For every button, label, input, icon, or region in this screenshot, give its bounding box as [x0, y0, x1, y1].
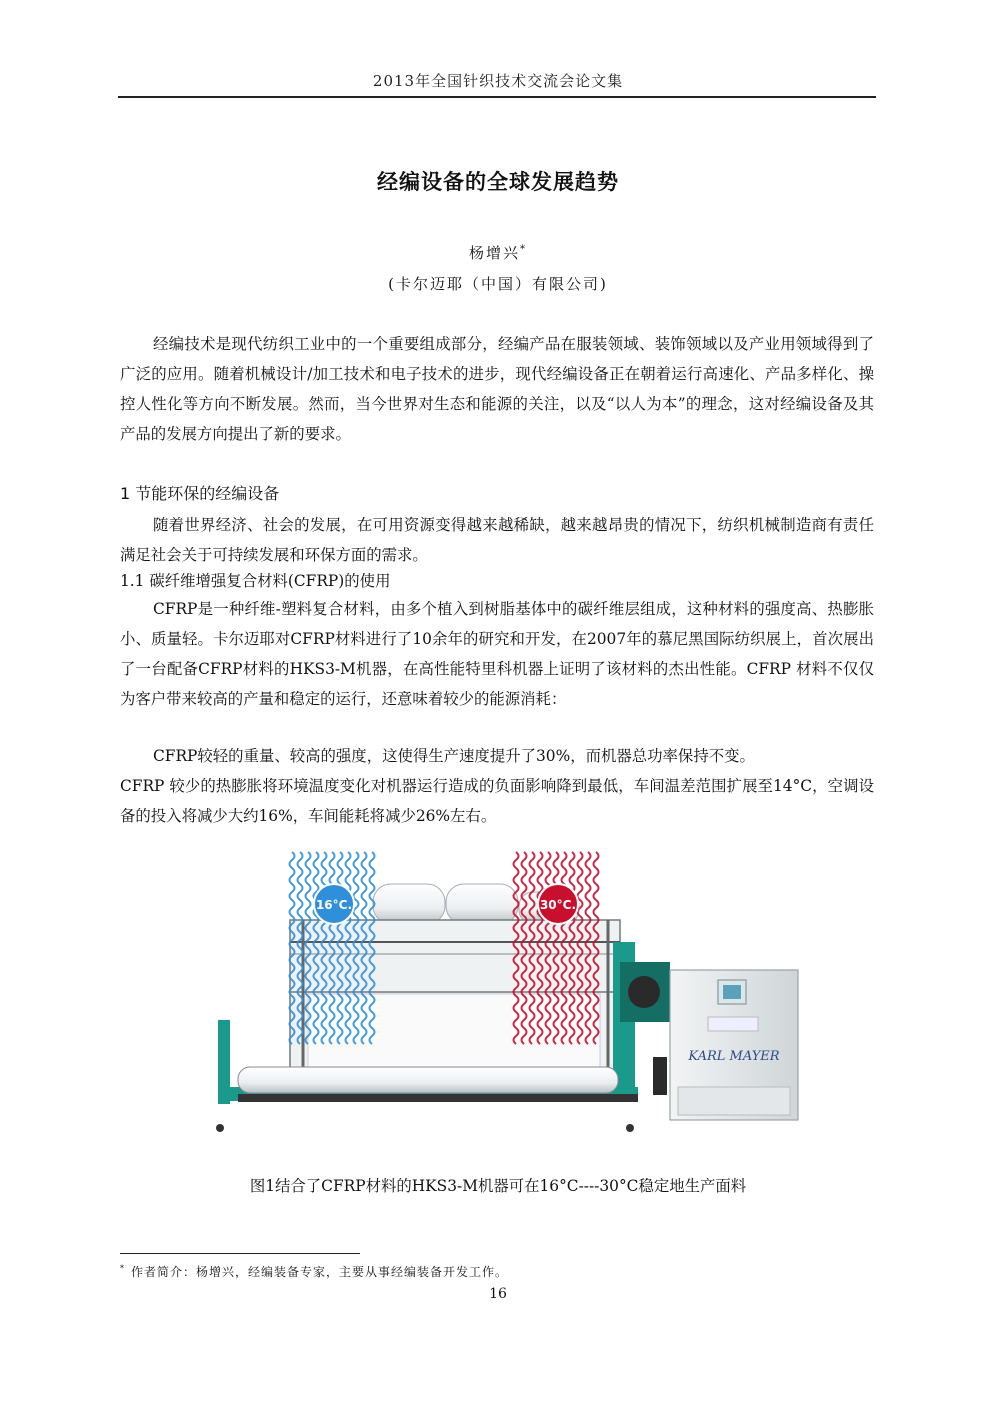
temperature-waves	[208, 842, 804, 1142]
brand-label: KARL MAYER	[688, 1049, 780, 1064]
air-wave-line	[530, 852, 535, 1044]
cold-air-waves	[290, 852, 375, 1044]
article-title: 经编设备的全球发展趋势	[377, 170, 619, 194]
air-wave-line	[298, 852, 303, 1044]
section-1-1-paragraph-3: CFRP 较少的热膨胀将环境温度变化对机器运行造成的负面影响降到最低，车间温差范围扩展至14°C，空调设备的投入将减少大约16%，车间能耗将减少26%左右。	[120, 777, 874, 825]
air-wave-line	[362, 852, 367, 1044]
cold-temperature-label: 16°C.	[315, 898, 353, 912]
air-wave-line	[578, 852, 583, 1044]
machine-figure	[208, 842, 804, 1142]
intro-paragraph: 经编技术是现代纺织工业中的一个重要组成部分，经编产品在服装领域、装饰领域以及产业用领域得到了广泛的应用。随着机械设计/加工技术和电子技术的进步，现代经编设备正在朝着运行高速化、产品多样化、操控人性化等方向不断发展。然而，当今世界对生态和能源的关注，以及“以人为本”的理念，这对经编设备及其产品的发展方向提出了新的要求。	[120, 335, 874, 443]
air-wave-line	[554, 852, 559, 1044]
air-wave-line	[546, 852, 551, 1044]
footnote-mark: *	[120, 1264, 125, 1273]
running-head: 2013年全国针织技术交流会论文集	[372, 72, 624, 90]
figure-caption: 图1结合了CFRP材料的HKS3-M机器可在16°C----30°C稳定地生产面料	[249, 1177, 747, 1195]
air-wave-line	[330, 852, 335, 1044]
author-footnote-mark: *	[520, 244, 527, 255]
section-1-1-heading: 1.1 碳纤维增强复合材料(CFRP)的使用	[120, 572, 391, 590]
air-wave-line	[354, 852, 359, 1044]
air-wave-line	[338, 852, 343, 1044]
air-wave-line	[314, 852, 319, 1044]
air-wave-line	[370, 852, 375, 1044]
air-wave-line	[346, 852, 351, 1044]
air-wave-line	[586, 852, 591, 1044]
affiliation: (卡尔迈耶（中国）有限公司)	[388, 275, 608, 293]
section-1-heading: 1 节能环保的经编设备	[120, 484, 280, 503]
air-wave-line	[594, 852, 599, 1044]
footnote-text: 作者简介：杨增兴，经编装备专家，主要从事经编装备开发工作。	[131, 1265, 509, 1279]
section-1-1-paragraph-2: CFRP较轻的重量、较高的强度，这使得生产速度提升了30%，而机器总功率保持不变。	[153, 747, 755, 765]
air-wave-line	[306, 852, 311, 1044]
section-1-1-paragraph-1: CFRP是一种纤维-塑料复合材料，由多个植入到树脂基体中的碳纤维层组成，这种材料的强度高、热膨胀小、质量轻。卡尔迈耶对CFRP材料进行了10余年的研究和开发，在2007年的慕尼黑国际纺织展上，首次展出了一台配备CFRP材料的HKS3-M机器，在高性能特里科机器上证明了该材料的杰出性能。CFRP 材料不仅仅为客户带来较高的产量和稳定的运行，还意味着较少的能源消耗：	[120, 600, 874, 708]
air-wave-line	[290, 852, 295, 1044]
section-1-paragraph: 随着世界经济、社会的发展，在可用资源变得越来越稀缺，越来越昂贵的情况下，纺织机械制造商有责任满足社会关于可持续发展和环保方面的需求。	[120, 516, 874, 564]
page-number: 16	[489, 1286, 507, 1302]
air-wave-line	[522, 852, 527, 1044]
air-wave-line	[562, 852, 567, 1044]
air-wave-line	[570, 852, 575, 1044]
air-wave-line	[514, 852, 519, 1044]
footnote	[120, 1263, 508, 1280]
hot-temperature-label: 30°C.	[539, 898, 577, 912]
warm-air-waves	[514, 852, 599, 1044]
air-wave-line	[538, 852, 543, 1044]
author-name: 杨增兴	[468, 244, 520, 262]
header-rule	[118, 96, 876, 98]
author	[120, 242, 876, 263]
air-wave-line	[322, 852, 327, 1044]
footnote-rule	[120, 1253, 360, 1254]
